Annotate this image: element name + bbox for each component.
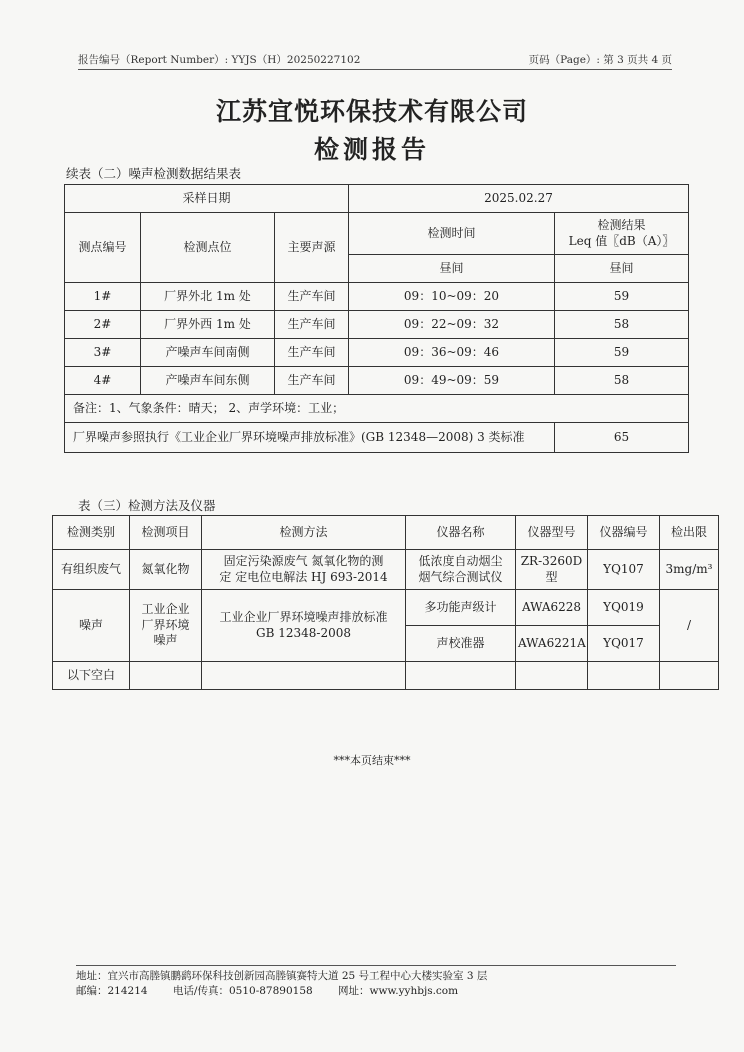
blank-label: 以下空白: [53, 662, 130, 690]
cell-location: 产噪声车间东侧: [141, 367, 275, 395]
header-divider: [78, 69, 672, 70]
model-line: 型: [545, 569, 558, 584]
method-line: 定 定电位电解法 HJ 693-2014: [219, 569, 388, 584]
report-number: 报告编号（Report Number）: YYJS（H）20250227102: [78, 54, 361, 66]
footer-website: 网址：www.yyhbjs.com: [338, 985, 459, 997]
header-limit: 检出限: [660, 516, 719, 550]
header-time: 检测时间: [349, 213, 555, 255]
blank-cell: [202, 662, 406, 690]
cell-number: YQ017: [588, 626, 660, 662]
cell-point-id: 2#: [65, 311, 141, 339]
cell-value: 58: [555, 367, 689, 395]
table-row: [53, 550, 719, 590]
table-row: [65, 311, 689, 339]
cell-number: YQ107: [588, 550, 660, 590]
remark: 备注：1、气象条件：晴天； 2、声学环境：工业；: [65, 395, 689, 423]
cell-model: [516, 550, 588, 590]
cell-item: 氮氧化物: [130, 550, 202, 590]
table-row: [65, 185, 689, 213]
table-row: [65, 423, 689, 453]
cell-point-id: 1#: [65, 283, 141, 311]
cell-location: 产噪声车间南侧: [141, 339, 275, 367]
table-row: [65, 339, 689, 367]
instrument-line: 烟气综合测试仪: [418, 569, 503, 584]
footer-contact: [76, 983, 480, 998]
document-title: 检测报告: [313, 135, 430, 164]
cell-time: 09：10~09：20: [349, 283, 555, 311]
cell-model: AWA6221A: [516, 626, 588, 662]
cell-method: [202, 590, 406, 662]
header-result: [555, 213, 689, 255]
footer-address: 地址：宜兴市高塍镇鹏鹞环保科技创新园高塍镇赛特大道 25 号工程中心大楼实验室 3 层: [76, 970, 488, 982]
table-row: [65, 213, 689, 255]
item-line: 厂界环境: [141, 617, 190, 632]
footer-divider: [76, 965, 676, 966]
method-line: 固定污染源废气 氮氧化物的测: [223, 553, 384, 568]
methods-table: [52, 515, 719, 690]
header-number: 仪器编号: [588, 516, 660, 550]
cell-limit: 3mg/m³: [660, 550, 719, 590]
cell-category: 噪声: [53, 590, 130, 662]
table-row: [53, 590, 719, 626]
cell-time: 09：49~09：59: [349, 367, 555, 395]
item-line: 工业企业: [141, 602, 190, 617]
standard-value: 65: [555, 423, 689, 453]
page-number: 页码（Page）: 第 3 页共 4 页: [528, 54, 672, 66]
blank-cell: [516, 662, 588, 690]
standard-label: 厂界噪声参照执行《工业企业厂界环境噪声排放标准》(GB 12348—2008) 3 类标准: [65, 423, 555, 453]
noise-results-table: [64, 184, 689, 453]
blank-cell: [660, 662, 719, 690]
cell-value: 58: [555, 311, 689, 339]
cell-location: 厂界外西 1m 处: [141, 311, 275, 339]
page-end-marker: ***本页结束***: [333, 754, 411, 767]
cell-instrument: 声校准器: [406, 626, 516, 662]
header-location: 检测点位: [141, 213, 275, 283]
footer-postcode: 邮编：214214: [76, 985, 148, 997]
header-source: 主要声源: [275, 213, 349, 283]
header-method: 检测方法: [202, 516, 406, 550]
subheader-daytime-time: 昼间: [349, 255, 555, 283]
company-name: 江苏宜悦环保技术有限公司: [215, 97, 528, 126]
cell-model: AWA6228: [516, 590, 588, 626]
header-result-line1: 检测结果: [597, 217, 646, 232]
blank-cell: [130, 662, 202, 690]
cell-number: YQ019: [588, 590, 660, 626]
method-line: GB 12348-2008: [256, 625, 351, 640]
blank-cell: [406, 662, 516, 690]
cell-time: 09：22~09：32: [349, 311, 555, 339]
footer-phone: 电话/传真：0510-87890158: [172, 985, 313, 997]
header-instrument: 仪器名称: [406, 516, 516, 550]
blank-cell: [588, 662, 660, 690]
noise-table-caption: 续表（二）噪声检测数据结果表: [66, 166, 242, 181]
cell-category: 有组织废气: [53, 550, 130, 590]
instrument-line: 低浓度自动烟尘: [418, 553, 503, 568]
header-item: 检测项目: [130, 516, 202, 550]
cell-time: 09：36~09：46: [349, 339, 555, 367]
table-row: [65, 395, 689, 423]
header-point-id: 测点编号: [65, 213, 141, 283]
sampling-date-label: 采样日期: [65, 185, 349, 213]
method-line: 工业企业厂界环境噪声排放标准: [219, 609, 388, 624]
cell-source: 生产车间: [275, 367, 349, 395]
cell-value: 59: [555, 339, 689, 367]
cell-source: 生产车间: [275, 283, 349, 311]
table-row: [65, 283, 689, 311]
cell-point-id: 3#: [65, 339, 141, 367]
cell-location: 厂界外北 1m 处: [141, 283, 275, 311]
methods-table-caption: 表（三）检测方法及仪器: [78, 498, 216, 513]
cell-instrument: [406, 550, 516, 590]
header-result-line2: Leq 值〖dB（A）〗: [568, 233, 675, 248]
item-line: 噪声: [153, 633, 178, 648]
cell-item: [130, 590, 202, 662]
subheader-daytime-result: 昼间: [555, 255, 689, 283]
cell-source: 生产车间: [275, 311, 349, 339]
table-row: [65, 367, 689, 395]
cell-limit: /: [660, 590, 719, 662]
table-row: [53, 516, 719, 550]
header-model: 仪器型号: [516, 516, 588, 550]
cell-method: [202, 550, 406, 590]
cell-instrument: 多功能声级计: [406, 590, 516, 626]
header-category: 检测类别: [53, 516, 130, 550]
model-line: ZR-3260D: [520, 553, 583, 568]
cell-source: 生产车间: [275, 339, 349, 367]
sampling-date-value: 2025.02.27: [349, 185, 689, 213]
cell-point-id: 4#: [65, 367, 141, 395]
table-row: [53, 662, 719, 690]
cell-value: 59: [555, 283, 689, 311]
